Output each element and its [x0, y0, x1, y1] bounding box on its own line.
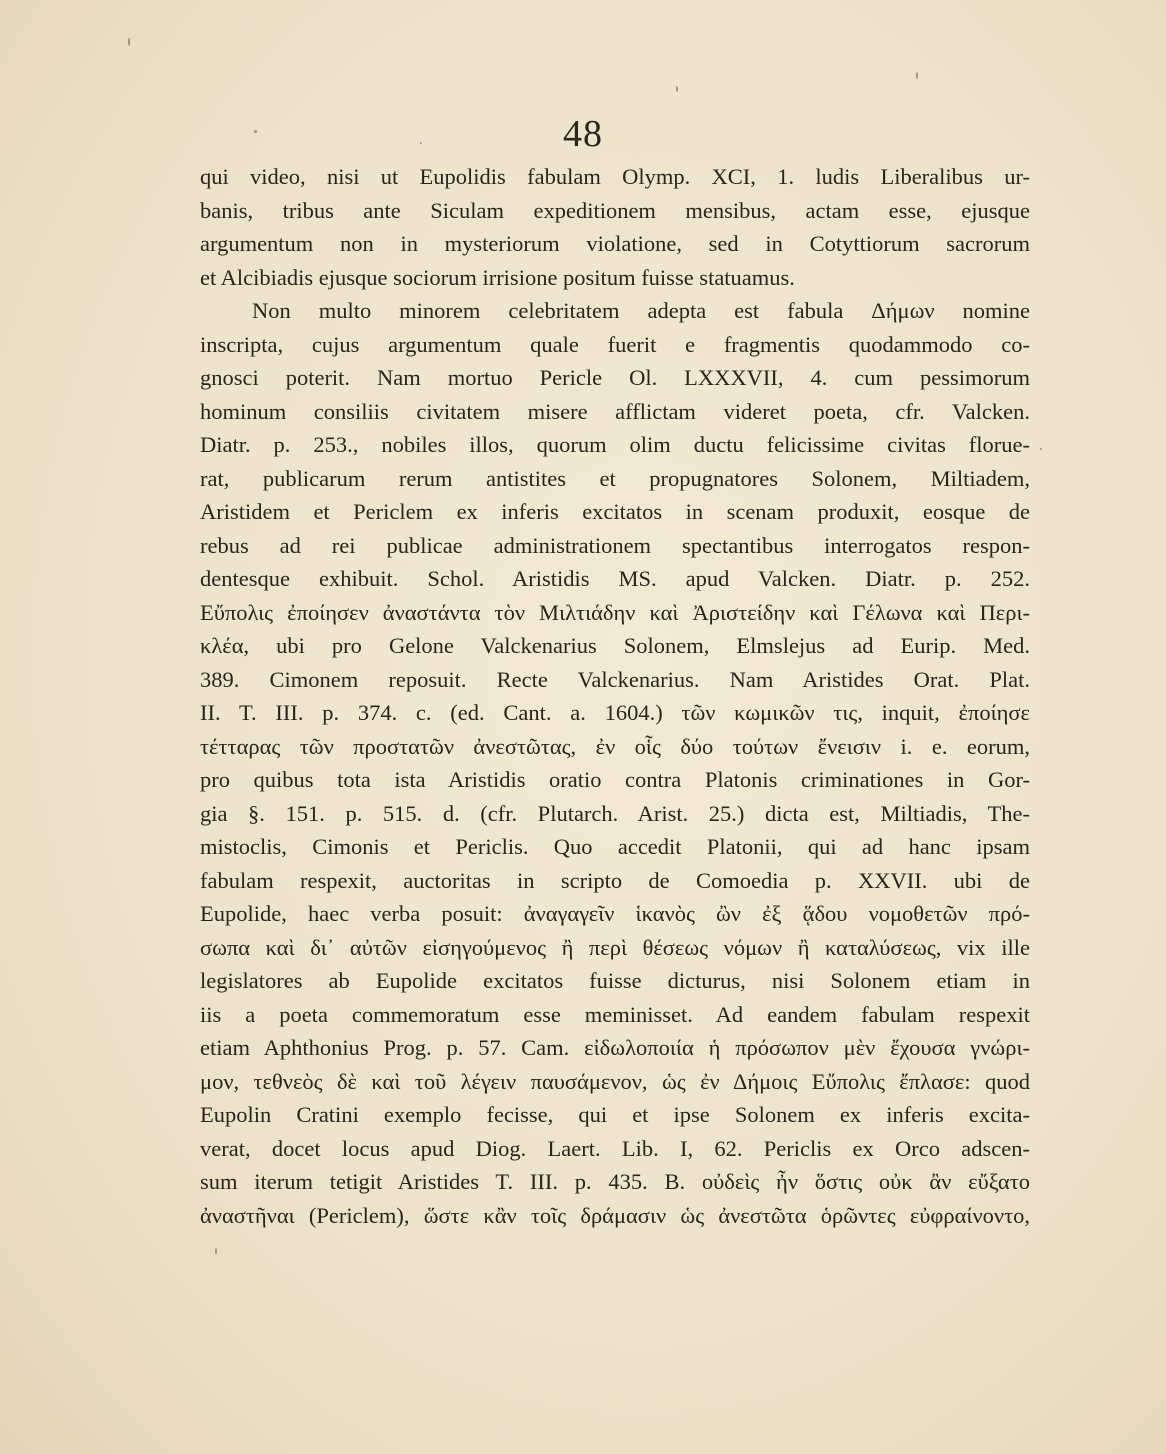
text-line: rat, publicarum rerum antistites et propugnatores Solonem, Miltiadem,: [200, 465, 1030, 491]
paper-speck: [1040, 448, 1042, 450]
paper-speck: [215, 1248, 217, 1254]
text-line: gia §. 151. p. 515. d. (cfr. Plutarch. Arist. 25.) dicta est, Miltiadis, The-: [200, 800, 1030, 826]
text-line: Diatr. p. 253., nobiles illos, quorum olim ductu felicissime civitas florue-: [200, 432, 1030, 457]
text-line: argumentum non in mysteriorum violatione, sed in Cotyttiorum sacrorum: [200, 231, 1030, 256]
text-line: Eupolin Cratini exemplo fecisse, qui et ipse Solonem ex inferis excita-: [200, 1102, 1030, 1127]
text-line: banis, tribus ante Siculam expeditionem mensibus, actam esse, ejusque: [200, 197, 1030, 223]
greek-text-line: σωπα καὶ δι᾽ αὐτῶν εἰσηγούμενος ἢ περὶ θέσεως νόμων ἢ καταλύσεως, vix ille: [200, 934, 1030, 960]
text-line: etiam Aphthonius Prog. p. 57. Cam. εἰδωλοποιία ἡ πρόσωπον μὲν ἔχουσα γνώρι-: [200, 1035, 1030, 1060]
greek-text-line: τέτταρας τῶν προστατῶν ἀνεστῶτας, ἐν οἷς δύο τούτων ἔνεισιν i. e. eorum,: [200, 733, 1030, 759]
text-line: pro quibus tota ista Aristidis oratio contra Platonis criminationes in Gor-: [200, 767, 1030, 792]
paragraph-start-line: Non multo minorem celebritatem adepta est fabula Δήμων nomine: [252, 298, 1030, 323]
text-line: hominum consiliis civitatem misere afflictam videret poeta, cfr. Valcken.: [200, 398, 1030, 424]
text-line: κλέα, ubi pro Gelone Valckenarius Solonem, Elmslejus ad Eurip. Med.: [200, 633, 1030, 658]
paper-speck: [916, 72, 918, 79]
paper-speck: [676, 86, 678, 92]
text-line: II. T. III. p. 374. c. (ed. Cant. a. 1604.) τῶν κωμικῶν τις, inquit, ἐποίησε: [200, 700, 1030, 725]
text-line: fabulam respexit, auctoritas in scripto de Comoedia p. XXVII. ubi de: [200, 867, 1030, 893]
greek-text-line: μον, τεθνεὸς δὲ καὶ τοῦ λέγειν παυσάμενον, ὡς ἐν Δήμοις Εὔπολις ἔπλασε: quod: [200, 1068, 1030, 1094]
text-line: legislatores ab Eupolide excitatos fuisse dicturus, nisi Solonem etiam in: [200, 968, 1030, 993]
text-line: dentesque exhibuit. Schol. Aristidis MS. apud Valcken. Diatr. p. 252.: [200, 566, 1030, 591]
text-line: inscripta, cujus argumentum quale fuerit e fragmentis quodammodo co-: [200, 331, 1030, 357]
paper-speck: [254, 130, 257, 133]
paper-speck: [128, 38, 130, 46]
text-line: iis a poeta commemoratum esse meminisset. Ad eandem fabulam respexit: [200, 1001, 1030, 1027]
page-number: 48: [563, 113, 603, 155]
paper-speck: [420, 142, 422, 144]
text-line: 389. Cimonem reposuit. Recte Valckenarius. Nam Aristides Orat. Plat.: [200, 666, 1030, 692]
text-line: Aristidem et Periclem ex inferis excitatos in scenam produxit, eosque de: [200, 499, 1030, 524]
text-line: gnosci poterit. Nam mortuo Pericle Ol. LXXXVII, 4. cum pessimorum: [200, 365, 1030, 390]
greek-text-line: ἀναστῆναι (Periclem), ὥστε κἂν τοῖς δράμασιν ὡς ἀνεστῶτα ὁρῶντες εὐφραίνοντο,: [200, 1202, 1030, 1228]
text-line: verat, docet locus apud Diog. Laert. Lib. I, 62. Periclis ex Orco adscen-: [200, 1135, 1030, 1161]
body-text: [200, 160, 1030, 1232]
text-line: Eupolide, haec verba posuit: ἀναγαγεῖν ἱκανὸς ὢν ἐξ ᾅδου νομοθετῶν πρό-: [200, 901, 1030, 926]
text-line: qui video, nisi ut Eupolidis fabulam Olymp. XCI, 1. ludis Liberalibus ur-: [200, 164, 1030, 189]
text-line: mistoclis, Cimonis et Periclis. Quo accedit Platonii, qui ad hanc ipsam: [200, 834, 1030, 859]
text-line: sum iterum tetigit Aristides T. III. p. 435. B. οὐδεὶς ἦν ὅστις οὐκ ἂν εὔξατο: [200, 1169, 1030, 1194]
text-line: et Alcibiadis ejusque sociorum irrisione positum fuisse statuamus.: [200, 264, 795, 290]
text-line: rebus ad rei publicae administrationem spectantibus interrogatos respon-: [200, 532, 1030, 558]
greek-text-line: Εὔπολις ἐποίησεν ἀναστάντα τὸν Μιλτιάδην καὶ Ἀριστείδην καὶ Γέλωνα καὶ Περι-: [200, 599, 1030, 625]
